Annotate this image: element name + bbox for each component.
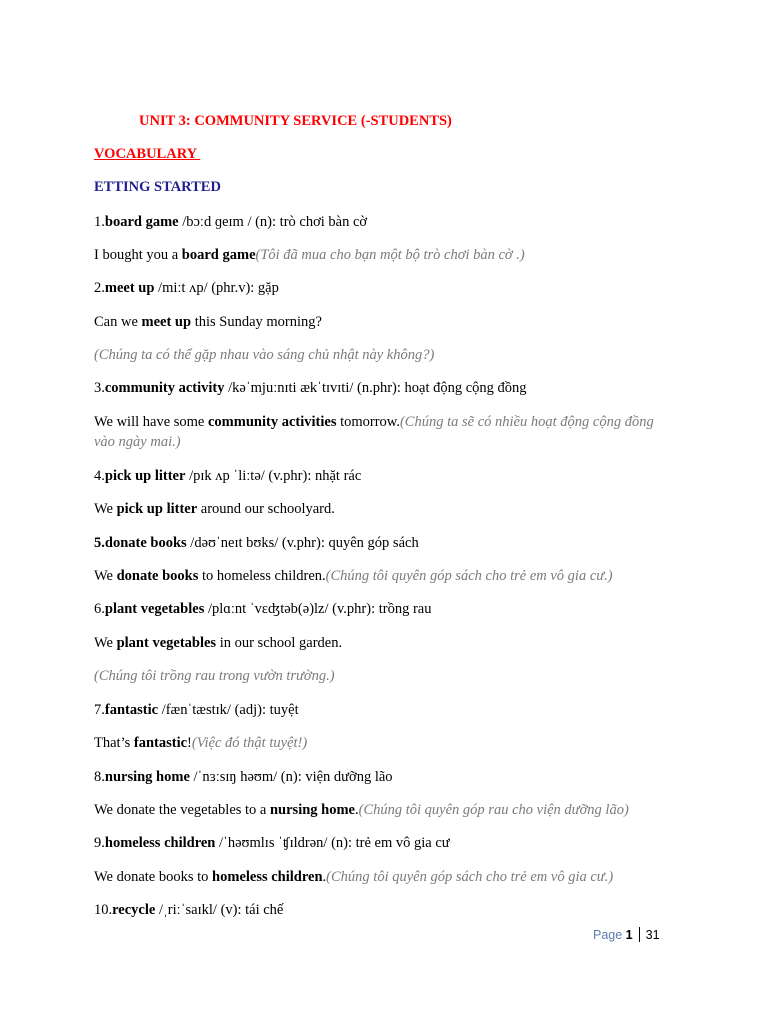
vocab-line: [94, 279, 654, 299]
vocab-term: pick up litter: [116, 501, 198, 517]
unit-title: UNIT 3: COMMUNITY SERVICE (-STUDENTS): [139, 113, 452, 129]
vocab-line: [94, 634, 654, 654]
line-text: That’s: [94, 735, 134, 751]
line-text: in our school garden.: [216, 635, 343, 651]
total-pages: 31: [645, 928, 660, 942]
vocab-line: [94, 467, 654, 487]
page-footer: [593, 927, 660, 942]
vocab-term: plant vegetables: [104, 601, 205, 617]
vocab-line: [94, 567, 654, 587]
translation-text: (Chúng ta sẽ có nhiều hoạt động cộng đồng vào ngày mai.): [94, 414, 654, 450]
vocab-term: community activity: [104, 380, 225, 396]
line-text: We: [94, 635, 117, 651]
vocab-term: pick up litter: [104, 468, 186, 484]
vocab-term: community activities: [208, 414, 337, 430]
vocab-line: [94, 379, 654, 399]
line-text: 1.: [94, 214, 105, 230]
vocab-line: [94, 413, 654, 452]
line-text: We will have some: [94, 414, 208, 430]
vocab-line: [94, 346, 654, 366]
vocabulary-heading: VOCABULARY: [94, 146, 201, 162]
translation-text: (Chúng tôi quyên góp sách cho trẻ em vô gia cư.): [326, 869, 614, 885]
line-text: to homeless children.: [198, 568, 326, 584]
vocab-line: [94, 801, 654, 821]
line-text: /bɔːd ɡeɪm / (n): trò chơi bàn cờ: [178, 214, 368, 230]
vocab-line: [94, 701, 654, 721]
line-text: around our schoolyard.: [197, 501, 335, 517]
vocab-line: [94, 734, 654, 754]
line-text: this Sunday morning?: [191, 314, 322, 330]
vocab-line: [94, 246, 654, 266]
vocab-line: [94, 500, 654, 520]
vocab-line: [94, 868, 654, 888]
line-text: 7.: [94, 702, 105, 718]
line-text: .: [322, 869, 327, 885]
translation-text: (Chúng tôi quyên góp sách cho trẻ em vô gia cư.): [325, 568, 613, 584]
line-text: 6.: [94, 601, 105, 617]
translation-text: (Chúng tôi quyên góp rau cho viện dưỡng lão): [358, 802, 629, 818]
line-text: 8.: [94, 769, 105, 785]
line-text: /pɪk ʌp ˈliːtə/ (v.phr): nhặt rác: [185, 468, 362, 484]
vocab-term: plant vegetables: [116, 635, 217, 651]
line-text: .: [355, 802, 359, 818]
line-text: /dəʊˈneɪt bʊks/ (v.phr): quyên góp sách: [186, 535, 419, 551]
line-text: /plɑːnt ˈvɛʤtəb(ə)lz/ (v.phr): trồng rau: [204, 601, 432, 617]
line-text: We: [94, 501, 117, 517]
vocab-term: recycle: [112, 902, 156, 918]
translation-text: (Chúng tôi trồng rau trong vườn trường.): [94, 668, 335, 684]
vocab-term: donate books: [116, 568, 199, 584]
vocab-term: homeless children: [212, 869, 323, 885]
line-text: 9.: [94, 835, 105, 851]
vocab-line: [94, 213, 654, 233]
vocab-term: homeless children: [104, 835, 216, 851]
section-heading: ETTING STARTED: [94, 179, 221, 195]
vocab-line: [94, 534, 654, 554]
vocab-term: meet up: [141, 314, 192, 330]
line-text: 4.: [94, 468, 105, 484]
line-text: Can we: [94, 314, 142, 330]
vocab-term: board game: [104, 214, 179, 230]
vocab-line: [94, 768, 654, 788]
line-text: /fænˈtæstɪk/ (adj): tuyệt: [158, 702, 299, 718]
page-number: 1: [625, 928, 633, 942]
translation-text: (Tôi đã mua cho bạn một bộ trò chơi bàn cờ .): [255, 247, 525, 263]
vocab-term: nursing home: [269, 802, 355, 818]
vocab-line: [94, 600, 654, 620]
line-text: /miːt ʌp/ (phr.v): gặp: [154, 280, 279, 296]
vocab-term: board game: [181, 247, 256, 263]
vocab-line: [94, 667, 654, 687]
line-text: 10.: [94, 902, 113, 918]
line-text: /kəˈmjuːnɪti ækˈtɪvɪti/ (n.phr): hoạt động cộng đồng: [224, 380, 527, 396]
line-text: We donate the vegetables to a: [94, 802, 270, 818]
translation-text: (Chúng ta có thể gặp nhau vào sáng chủ nhật này không?): [94, 347, 435, 363]
line-text: 2.: [94, 280, 105, 296]
line-text: I bought you a: [94, 247, 182, 263]
line-text: /ˌriːˈsaɪkl/ (v): tái chế: [155, 902, 284, 918]
line-text: We: [94, 568, 117, 584]
line-text: 3.: [94, 380, 105, 396]
line-text: /ˈhəʊmlɪs ˈʧɪldrən/ (n): trẻ em vô gia cư: [215, 835, 450, 851]
line-text: We donate books to: [94, 869, 213, 885]
vocab-term: fantastic: [104, 702, 159, 718]
line-text: tomorrow.: [336, 414, 400, 430]
line-text: !: [187, 735, 192, 751]
vocab-line: [94, 834, 654, 854]
footer-divider: [639, 927, 640, 942]
vocab-line: [94, 901, 654, 921]
vocab-term: 5.donate books: [94, 535, 187, 551]
vocab-term: fantastic: [133, 735, 188, 751]
page-label: Page: [593, 928, 626, 942]
translation-text: (Việc đó thật tuyệt!): [191, 735, 308, 751]
vocab-term: meet up: [104, 280, 155, 296]
line-text: /ˈnɜːsɪŋ həʊm/ (n): viện dưỡng lão: [189, 769, 393, 785]
vocab-line: [94, 313, 654, 333]
vocab-term: nursing home: [104, 769, 190, 785]
